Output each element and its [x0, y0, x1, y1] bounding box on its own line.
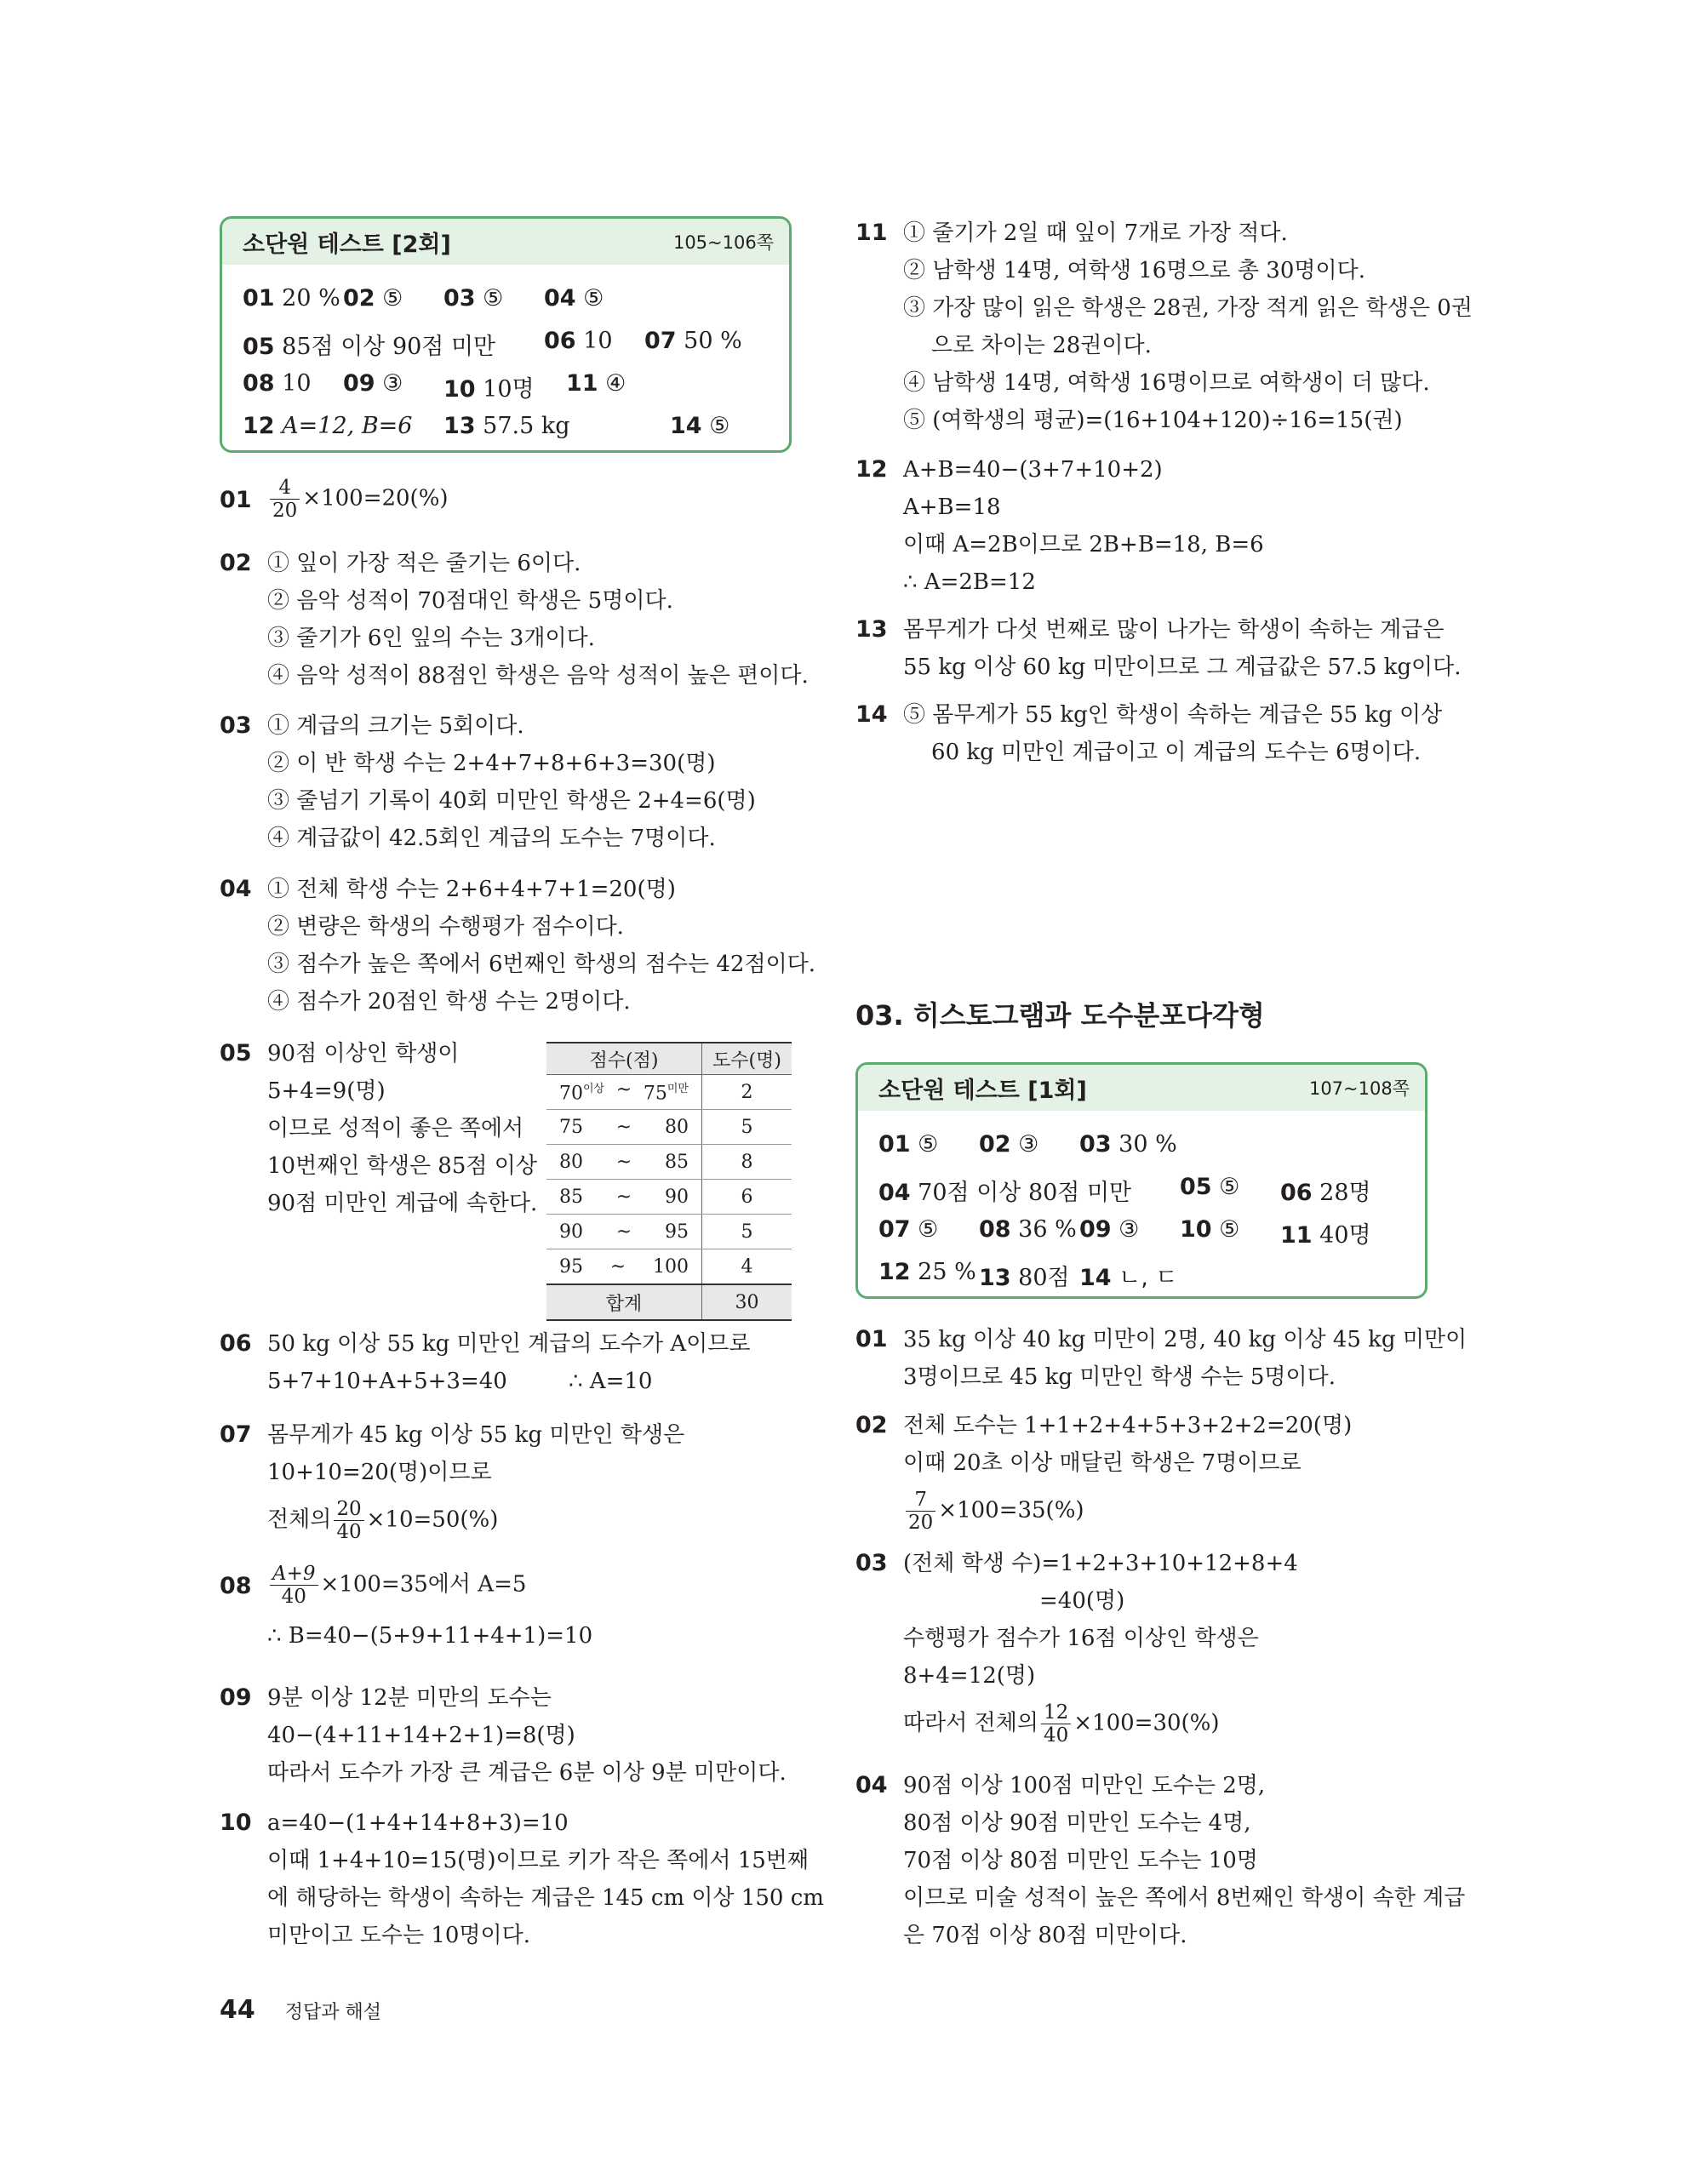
table-header: 도수(명)	[702, 1043, 792, 1075]
solution-line: =40(명)	[1039, 1588, 1125, 1614]
solution-line: 90점 미만인 계급에 속한다.	[267, 1191, 538, 1216]
answer-number: 11	[566, 370, 598, 397]
table-row	[546, 1110, 792, 1145]
answer-number: 05	[1180, 1174, 1212, 1200]
solution-line: 이므로 미술 성적이 높은 쪽에서 8번째인 학생이 속한 계급	[903, 1885, 1466, 1911]
fraction-numerator: 12	[1041, 1701, 1071, 1724]
answer-number: 01	[243, 285, 275, 312]
answer-number: 13	[979, 1265, 1011, 1291]
question-number: 11	[855, 220, 888, 246]
solution-line: 80점 이상 90점 미만인 도수는 4명,	[903, 1810, 1251, 1836]
answer-value: 36 %	[1018, 1216, 1077, 1243]
answer-value: ⑤	[918, 1131, 939, 1158]
class-lower: 95	[559, 1255, 583, 1278]
answer-number: 10	[1180, 1216, 1212, 1243]
class-upper: 90	[665, 1186, 689, 1208]
fraction-denominator: 40	[281, 1586, 306, 1608]
solution-line: 35 kg 이상 40 kg 미만이 2명, 40 kg 이상 45 kg 미만이	[903, 1327, 1467, 1352]
solution-line: 70점 이상 80점 미만인 도수는 10명	[903, 1848, 1258, 1873]
answer-number: 10	[443, 376, 476, 403]
table-row	[546, 1215, 792, 1249]
solution-line: 5+4=9(명)	[267, 1078, 386, 1104]
answer-value: ⑤	[1219, 1216, 1240, 1243]
answer-value: ④	[605, 370, 626, 397]
solution-line: 55 kg 이상 60 kg 미만이므로 그 계급값은 57.5 kg이다.	[903, 655, 1462, 680]
fraction-denominator: 20	[908, 1512, 934, 1534]
solution-line	[903, 1701, 1220, 1747]
section-title: 03. 히스토그램과 도수분포다각형	[855, 999, 1265, 1032]
range-sep: ~	[615, 1079, 632, 1101]
answer-number: 03	[443, 285, 476, 312]
answer-number: 04	[878, 1180, 911, 1206]
question-number: 01	[220, 487, 252, 513]
answer-value: 40명	[1319, 1222, 1371, 1249]
answer-number: 06	[544, 328, 576, 354]
answer-value: ③	[1018, 1131, 1039, 1158]
fraction	[906, 1489, 935, 1534]
expression: ×10=50(%)	[366, 1507, 499, 1533]
question-number: 14	[855, 701, 888, 728]
fraction	[334, 1498, 363, 1543]
solution-line: ③ 가장 많이 읽은 학생은 28권, 가장 적게 읽은 학생은 0권	[903, 295, 1473, 321]
solution-line	[903, 1489, 1084, 1534]
answer-value: 57.5 kg	[483, 413, 570, 439]
test2-header	[222, 219, 789, 265]
solution-line: 8+4=12(명)	[903, 1663, 1036, 1689]
answer-value: 70점 이상 80점 미만	[918, 1180, 1132, 1206]
answer-value: 85점 이상 90점 미만	[282, 334, 496, 360]
question-number: 09	[220, 1684, 252, 1711]
answer-number: 09	[343, 370, 375, 397]
test2-title: 소단원 테스트 [2회]	[243, 231, 451, 258]
expression: 따라서 전체의	[903, 1710, 1038, 1736]
answer-number: 09	[1079, 1216, 1112, 1243]
solution-line	[267, 1563, 526, 1608]
fraction-numerator: 20	[334, 1498, 363, 1521]
table-row	[546, 1249, 792, 1285]
solution-line: ④ 계급값이 42.5회인 계급의 도수는 7명이다.	[267, 826, 716, 851]
solution-line: ∴ B=40−(5+9+11+4+1)=10	[267, 1623, 593, 1649]
frequency-cell: 8	[702, 1145, 792, 1180]
frequency-table	[546, 1042, 792, 1321]
solution-line: ③ 줄넘기 기록이 40회 미만인 학생은 2+4=6(명)	[267, 788, 756, 814]
class-upper-note: 미만	[667, 1083, 689, 1096]
class-upper: 95	[665, 1221, 689, 1243]
test1-title: 소단원 테스트 [1회]	[878, 1077, 1087, 1104]
question-number: 13	[855, 616, 888, 643]
solution-line: ∴ A=2B=12	[903, 569, 1036, 595]
solution-line: 5+7+10+A+5+3=40	[267, 1369, 507, 1394]
question-number: 08	[220, 1573, 252, 1599]
fraction-denominator: 40	[336, 1521, 362, 1543]
solution-line: 3명이므로 45 kg 미만인 학생 수는 5명이다.	[903, 1364, 1336, 1390]
answer-value: 25 %	[918, 1259, 976, 1285]
solution-line: 은 70점 이상 80점 미만이다.	[903, 1923, 1187, 1948]
solution-line: 미만이고 도수는 10명이다.	[267, 1923, 531, 1948]
answer-value: 10	[282, 370, 312, 397]
frequency-cell: 5	[702, 1110, 792, 1145]
table-row	[546, 1145, 792, 1180]
solution-line: ④ 음악 성적이 88점인 학생은 음악 성적이 높은 편이다.	[267, 663, 809, 689]
solution-line: 90점 이상인 학생이	[267, 1041, 460, 1066]
range-sep: ~	[615, 1151, 632, 1173]
solution-line: 몸무게가 45 kg 이상 55 kg 미만인 학생은	[267, 1422, 685, 1448]
fraction	[1041, 1701, 1071, 1747]
solution-line	[267, 477, 449, 522]
class-lower: 90	[559, 1221, 583, 1243]
question-number: 10	[220, 1810, 252, 1836]
range-sep: ~	[615, 1221, 632, 1243]
fraction-denominator: 20	[272, 500, 298, 522]
answer-value: ㄴ, ㄷ	[1118, 1265, 1178, 1291]
answer-number: 12	[878, 1259, 911, 1285]
class-lower: 75	[559, 1116, 583, 1138]
fraction	[270, 477, 300, 522]
page-footer	[220, 1995, 381, 2025]
solution-line: A+B=18	[903, 495, 1001, 520]
answer-value: 50 %	[684, 328, 742, 354]
solution-line: 10+10=20(명)이므로	[267, 1460, 492, 1485]
solution-line: 50 kg 이상 55 kg 미만인 계급의 도수가 A이므로	[267, 1331, 751, 1357]
question-number: 12	[855, 456, 888, 483]
class-upper: 85	[665, 1151, 689, 1173]
solution-line: ⑤ 몸무게가 55 kg인 학생이 속하는 계급은 55 kg 이상	[903, 702, 1443, 728]
range-sep: ~	[615, 1186, 632, 1208]
fraction-numerator: A+9	[270, 1563, 318, 1586]
expression: ×100=20(%)	[302, 485, 449, 512]
test1-answer-box	[855, 1062, 1427, 1299]
solution-line: 60 kg 미만인 계급이고 이 계급의 도수는 6명이다.	[903, 740, 1422, 765]
question-number: 07	[220, 1421, 252, 1448]
total-value: 30	[702, 1284, 792, 1320]
solution-line: ③ 점수가 높은 쪽에서 6번째인 학생의 점수는 42점이다.	[267, 952, 816, 977]
question-number: 06	[220, 1330, 252, 1357]
class-lower: 80	[559, 1151, 583, 1173]
solution-line: 전체 도수는 1+1+2+4+5+3+2+2=20(명)	[903, 1413, 1353, 1438]
answer-number: 05	[243, 334, 275, 360]
fraction-numerator: 4	[270, 477, 300, 500]
solution-line: 이때 20초 이상 매달린 학생은 7명이므로	[903, 1450, 1302, 1476]
answer-number: 01	[878, 1131, 911, 1158]
solution-line: a=40−(1+4+14+8+3)=10	[267, 1810, 569, 1836]
question-number: 01	[855, 1326, 888, 1352]
solution-line: (전체 학생 수)=1+2+3+10+12+8+4	[903, 1551, 1298, 1576]
answer-value: 80점	[1018, 1265, 1070, 1291]
solution-line: ⑤ (여학생의 평균)=(16+104+120)÷16=15(권)	[903, 408, 1403, 433]
solution-line: ④ 남학생 14명, 여학생 16명이므로 여학생이 더 많다.	[903, 370, 1430, 396]
class-lower: 70	[559, 1083, 583, 1105]
question-number: 04	[855, 1772, 888, 1798]
test1-pages: 107~108쪽	[1308, 1078, 1410, 1099]
solution-line: 이때 A=2B이므로 2B+B=18, B=6	[903, 532, 1264, 557]
total-label: 합계	[546, 1284, 702, 1320]
page-number: 44	[220, 1995, 255, 2025]
solution-line: 이때 1+4+10=15(명)이므로 키가 작은 쪽에서 15번째	[267, 1848, 810, 1873]
expression: ×100=35(%)	[938, 1497, 1084, 1524]
solution-conclusion: ∴ A=10	[569, 1369, 653, 1394]
answer-value: ⑤	[382, 285, 403, 312]
solution-line: ① 잎이 가장 적은 줄기는 6이다.	[267, 551, 581, 576]
solution-line: ② 변량은 학생의 수행평가 점수이다.	[267, 914, 624, 940]
fraction-denominator: 40	[1043, 1724, 1069, 1747]
answer-number: 14	[1079, 1265, 1112, 1291]
solution-line: 으로 차이는 28권이다.	[903, 333, 1152, 358]
answer-number: 08	[243, 370, 275, 397]
answer-number: 12	[243, 413, 275, 439]
class-upper: 75	[643, 1083, 667, 1105]
answer-number: 11	[1280, 1222, 1313, 1249]
table-header: 점수(점)	[546, 1043, 702, 1075]
answer-value: ⑤	[1219, 1174, 1240, 1200]
frequency-cell: 2	[702, 1075, 792, 1110]
fraction	[270, 1563, 318, 1608]
solution-line: 9분 이상 12분 미만의 도수는	[267, 1685, 552, 1711]
answer-value: 28명	[1319, 1180, 1371, 1206]
question-number: 05	[220, 1040, 252, 1066]
answer-value: 10	[583, 328, 613, 354]
class-upper: 80	[665, 1116, 689, 1138]
solution-line: 에 해당하는 학생이 속하는 계급은 145 cm 이상 150 cm	[267, 1885, 824, 1911]
answer-value: 20 %	[282, 285, 340, 312]
question-number: 03	[220, 712, 252, 739]
solution-line: ② 음악 성적이 70점대인 학생은 5명이다.	[267, 588, 673, 614]
answer-number: 07	[878, 1216, 911, 1243]
answer-value: 30 %	[1118, 1131, 1177, 1158]
range-sep: ~	[609, 1255, 626, 1278]
answer-number: 07	[644, 328, 677, 354]
answer-number: 04	[544, 285, 576, 312]
frequency-cell: 5	[702, 1215, 792, 1249]
solution-line: ② 이 반 학생 수는 2+4+7+8+6+3=30(명)	[267, 751, 716, 776]
solution-line: 40−(4+11+14+2+1)=8(명)	[267, 1723, 575, 1748]
solution-line: ③ 줄기가 6인 잎의 수는 3개이다.	[267, 626, 595, 651]
test2-answer-box	[220, 216, 792, 453]
answer-value: ⑤	[483, 285, 504, 312]
answer-number: 06	[1280, 1180, 1313, 1206]
expression: ×100=30(%)	[1073, 1710, 1220, 1736]
answer-value: ③	[382, 370, 403, 397]
question-number: 02	[855, 1412, 888, 1438]
solution-line: 10번째인 학생은 85점 이상	[267, 1153, 538, 1179]
answer-value: ③	[1118, 1216, 1140, 1243]
answer-number: 03	[1079, 1131, 1112, 1158]
expression: 전체의	[267, 1507, 332, 1533]
solution-line: 따라서 도수가 가장 큰 계급은 6분 이상 9분 미만이다.	[267, 1760, 787, 1786]
range-sep: ~	[615, 1116, 632, 1138]
class-upper: 100	[653, 1255, 689, 1278]
answer-value: ⑤	[709, 413, 730, 439]
answer-value: ⑤	[918, 1216, 939, 1243]
solution-line: ④ 점수가 20점인 학생 수는 2명이다.	[267, 989, 631, 1015]
table-total-row	[546, 1284, 792, 1320]
solution-line: ① 전체 학생 수는 2+6+4+7+1=20(명)	[267, 877, 676, 902]
test1-header	[858, 1065, 1425, 1111]
answer-value: ⑤	[583, 285, 604, 312]
solution-line: 이므로 성적이 좋은 쪽에서	[267, 1116, 524, 1141]
class-lower-note: 이상	[583, 1083, 605, 1096]
solution-line: 90점 이상 100점 미만인 도수는 2명,	[903, 1773, 1266, 1798]
solution-line: 몸무게가 다섯 번째로 많이 나가는 학생이 속하는 계급은	[903, 617, 1445, 643]
table-row	[546, 1180, 792, 1215]
class-lower: 85	[559, 1186, 583, 1208]
answer-number: 02	[343, 285, 375, 312]
footer-label: 정답과 해설	[284, 2002, 382, 2023]
answer-number: 08	[979, 1216, 1011, 1243]
expression: ×100=35에서 A=5	[320, 1571, 527, 1598]
question-number: 03	[855, 1550, 888, 1576]
answer-number: 02	[979, 1131, 1011, 1158]
answer-value: A=12, B=6	[282, 413, 413, 439]
solution-line: ① 줄기가 2일 때 잎이 7개로 가장 적다.	[903, 220, 1288, 246]
fraction-numerator: 7	[906, 1489, 935, 1512]
solution-line	[267, 1498, 498, 1543]
answer-number: 14	[670, 413, 702, 439]
solution-line: ① 계급의 크기는 5회이다.	[267, 713, 524, 739]
table-row	[546, 1075, 792, 1110]
solution-line: ② 남학생 14명, 여학생 16명으로 총 30명이다.	[903, 258, 1365, 283]
answer-number: 13	[443, 413, 476, 439]
question-number: 04	[220, 876, 252, 902]
frequency-cell: 4	[702, 1249, 792, 1285]
solution-line: A+B=40−(3+7+10+2)	[903, 457, 1163, 483]
test2-pages: 105~106쪽	[672, 232, 774, 253]
solution-line: 수행평가 점수가 16점 이상인 학생은	[903, 1626, 1259, 1651]
question-number: 02	[220, 550, 252, 576]
answer-value: 10명	[483, 376, 535, 403]
frequency-cell: 6	[702, 1180, 792, 1215]
